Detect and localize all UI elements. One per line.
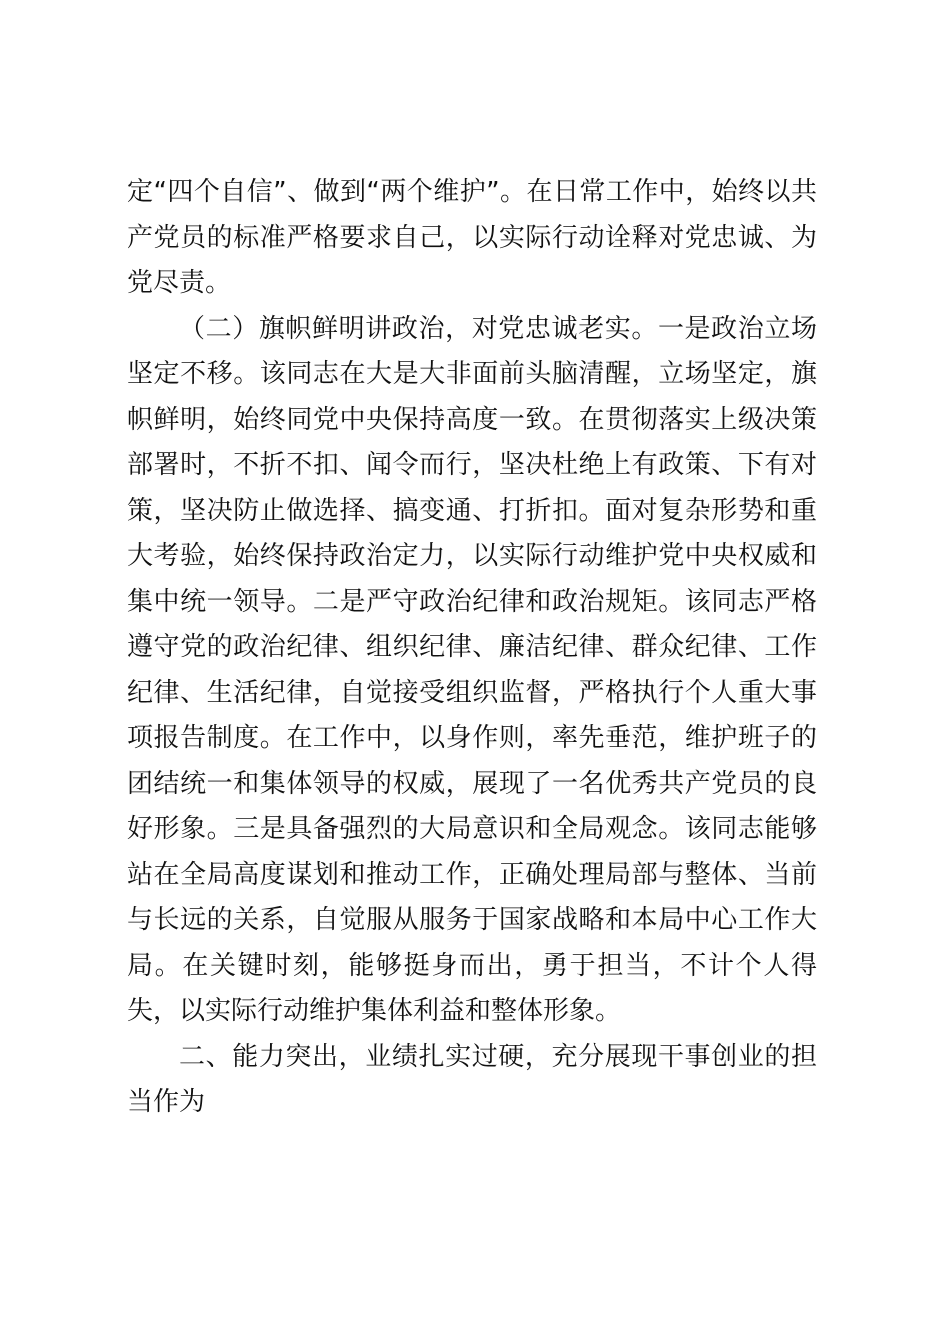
section-heading: 二、能力突出，业绩扎实过硬，充分展现干事创业的担当作为 <box>127 1041 817 1117</box>
paragraph-continuation: 定“四个自信”、做到“两个维护”。在日常工作中，始终以共产党员的标准严格要求自己，以实际行动诠释对党忠诚、为党尽责。 <box>127 177 817 298</box>
document-body <box>127 170 817 1126</box>
paragraph-section-two: （二）旗帜鲜明讲政治，对党忠诚老实。一是政治立场坚定不移。该同志在大是大非面前头脑清醒，立场坚定，旗帜鲜明，始终同党中央保持高度一致。在贯彻落实上级决策部署时，不折不扣、闻令而行，坚决杜绝上有政策、下有对策，坚决防止做选择、搞变通、打折扣。面对复杂形势和重大考验，始终保持政治定力，以实际行动维护党中央权威和集中统一领导。二是严守政治纪律和政治规矩。该同志严格遵守党的政治纪律、组织纪律、廉洁纪律、群众纪律、工作纪律、生活纪律，自觉接受组织监督，严格执行个人重大事项报告制度。在工作中，以身作则，率先垂范，维护班子的团结统一和集体领导的权威，展现了一名优秀共产党员的良好形象。三是具备强烈的大局意识和全局观念。该同志能够站在全局高度谋划和推动工作，正确处理局部与整体、当前与长远的关系，自觉服从服务于国家战略和本局中心工作大局。在关键时刻，能够挺身而出，勇于担当，不计个人得失，以实际行动维护集体利益和整体形象。 <box>127 313 817 1026</box>
